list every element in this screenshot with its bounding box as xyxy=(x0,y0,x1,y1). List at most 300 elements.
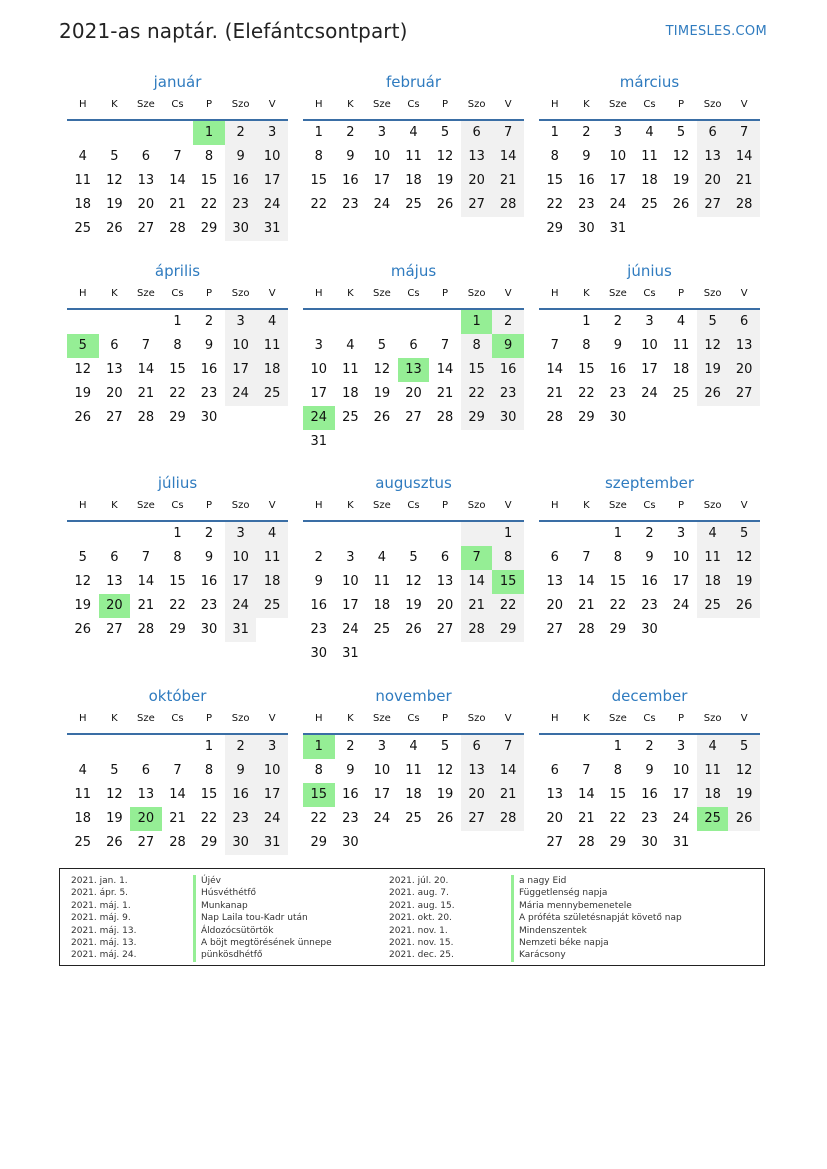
day-cell: 25 xyxy=(74,835,92,850)
empty-cell xyxy=(398,430,430,454)
empty-cell xyxy=(728,618,760,642)
weekday-label: Sze xyxy=(137,288,155,299)
weekday-label: Cs xyxy=(643,500,656,511)
weekday-header xyxy=(539,709,760,735)
day-cell: 14 xyxy=(461,570,493,594)
weekday-label: Sze xyxy=(609,713,627,724)
day-cell: 11 xyxy=(74,787,92,802)
week-row xyxy=(539,310,760,334)
week-row xyxy=(539,334,760,358)
week-row xyxy=(539,121,760,145)
empty-cell xyxy=(728,217,760,241)
day-cell: 7 xyxy=(173,763,182,778)
month-name: december xyxy=(611,687,688,705)
day-cell: 8 xyxy=(173,338,182,353)
week-row xyxy=(67,546,288,570)
day-cell: 13 xyxy=(546,574,564,589)
day-cell: 29 xyxy=(609,622,627,637)
day-cell: 25 xyxy=(373,622,391,637)
day-cell: 14 xyxy=(169,173,186,188)
day-cell: 24 xyxy=(303,406,335,430)
week-row xyxy=(67,310,288,334)
holiday-name: Húsvéthétfő xyxy=(201,888,256,899)
day-cell: 16 xyxy=(492,358,524,382)
day-cell: 9 xyxy=(204,550,214,565)
weekday-label: H xyxy=(79,288,87,299)
day-cell: 3 xyxy=(676,526,686,541)
day-cell: 9 xyxy=(225,759,257,783)
week-row xyxy=(67,217,288,241)
day-cell: 26 xyxy=(728,594,760,618)
holiday-column-right xyxy=(389,875,682,962)
empty-cell xyxy=(67,522,99,546)
day-cell: 2 xyxy=(582,125,591,140)
empty-cell xyxy=(366,522,398,546)
empty-cell xyxy=(492,831,524,855)
day-cell: 1 xyxy=(613,739,623,754)
week-row xyxy=(67,169,288,193)
day-cell: 15 xyxy=(310,173,328,188)
day-cell: 30 xyxy=(342,835,359,850)
day-cell: 20 xyxy=(461,783,493,807)
day-cell: 18 xyxy=(342,386,359,401)
empty-cell xyxy=(303,310,335,334)
day-cell: 22 xyxy=(310,197,328,212)
day-cell: 11 xyxy=(672,338,690,353)
month-name: április xyxy=(154,262,201,280)
holiday-date: 2021. máj. 1. xyxy=(71,900,131,911)
day-cell: 10 xyxy=(373,763,391,778)
week-row xyxy=(67,807,288,831)
day-cell: 1 xyxy=(461,310,493,334)
day-cell: 6 xyxy=(409,338,418,353)
day-cell: 10 xyxy=(256,145,288,169)
weekday-label: P xyxy=(442,99,449,110)
day-cell: 2 xyxy=(225,121,257,145)
day-cell: 30 xyxy=(200,410,218,425)
day-cell: 2 xyxy=(225,735,257,759)
day-cell: 7 xyxy=(440,338,450,353)
empty-cell xyxy=(429,642,461,666)
day-cell: 11 xyxy=(256,334,288,358)
day-cell: 31 xyxy=(672,835,690,850)
day-cell: 5 xyxy=(78,550,87,565)
day-cell: 11 xyxy=(256,546,288,570)
week-row xyxy=(303,406,524,430)
week-row xyxy=(303,759,524,783)
weekday-label: H xyxy=(551,288,559,299)
holiday-item xyxy=(389,949,682,961)
day-cell: 26 xyxy=(106,221,123,236)
day-cell: 10 xyxy=(609,149,627,164)
day-cell: 3 xyxy=(645,314,654,329)
day-cell: 3 xyxy=(256,735,288,759)
day-cell: 9 xyxy=(645,763,654,778)
day-cell: 14 xyxy=(578,574,595,589)
empty-cell xyxy=(225,406,257,430)
empty-cell xyxy=(130,522,162,546)
day-cell: 9 xyxy=(314,574,323,589)
weekday-label: K xyxy=(347,500,354,511)
day-cell: 6 xyxy=(141,763,151,778)
weekday-label: P xyxy=(206,500,213,511)
day-cell: 30 xyxy=(225,831,257,855)
day-cell: 7 xyxy=(141,338,151,353)
day-cell: 6 xyxy=(461,735,493,759)
day-cell: 7 xyxy=(173,149,182,164)
day-cell: 20 xyxy=(99,594,131,618)
day-cell: 22 xyxy=(200,811,218,826)
holiday-name: Függetlenség napja xyxy=(519,888,608,899)
month-block xyxy=(539,260,760,430)
holiday-name: Mária mennybemenetele xyxy=(519,900,632,911)
day-cell: 20 xyxy=(728,358,760,382)
day-cell: 28 xyxy=(461,618,493,642)
empty-cell xyxy=(366,310,398,334)
holiday-name: a nagy Eid xyxy=(519,876,567,886)
day-cell: 8 xyxy=(204,763,214,778)
weekday-header xyxy=(67,709,288,735)
day-cell: 23 xyxy=(200,598,218,613)
holiday-item xyxy=(389,875,682,887)
day-cell: 3 xyxy=(256,121,288,145)
weekday-label: V xyxy=(268,288,276,299)
empty-cell xyxy=(335,522,367,546)
week-row xyxy=(303,310,524,334)
day-cell: 16 xyxy=(200,362,218,377)
empty-cell xyxy=(665,406,697,430)
day-cell: 8 xyxy=(613,763,623,778)
weekday-label: K xyxy=(583,500,590,511)
day-cell: 18 xyxy=(697,570,729,594)
day-cell: 8 xyxy=(582,338,591,353)
weekday-label: Cs xyxy=(643,288,656,299)
day-cell: 18 xyxy=(256,570,288,594)
empty-cell xyxy=(461,522,493,546)
empty-cell xyxy=(492,642,524,666)
day-cell: 13 xyxy=(461,145,493,169)
day-cell: 21 xyxy=(578,598,595,613)
week-row xyxy=(303,570,524,594)
day-cell: 27 xyxy=(461,807,493,831)
day-cell: 14 xyxy=(546,362,564,377)
empty-cell xyxy=(99,735,131,759)
day-cell: 21 xyxy=(169,811,186,826)
day-cell: 3 xyxy=(377,739,387,754)
month-name: november xyxy=(375,687,452,705)
weekday-label: H xyxy=(79,500,87,511)
day-cell: 11 xyxy=(342,362,359,377)
empty-cell xyxy=(162,121,194,145)
day-cell: 8 xyxy=(314,763,323,778)
holiday-list xyxy=(59,868,765,966)
empty-cell xyxy=(366,430,398,454)
day-cell: 25 xyxy=(641,197,658,212)
day-cell: 24 xyxy=(342,622,359,637)
day-cell: 7 xyxy=(550,338,559,353)
day-cell: 19 xyxy=(728,570,760,594)
day-cell: 16 xyxy=(342,173,359,188)
holiday-name: Mindenszentek xyxy=(519,925,587,936)
month-block xyxy=(67,472,288,642)
week-row xyxy=(539,618,760,642)
day-cell: 29 xyxy=(169,622,186,637)
day-cell: 4 xyxy=(697,522,729,546)
empty-cell xyxy=(256,618,288,642)
day-cell: 30 xyxy=(609,410,627,425)
weekday-label: P xyxy=(678,99,685,110)
day-cell: 10 xyxy=(672,550,690,565)
day-cell: 2 xyxy=(346,739,355,754)
day-cell: 22 xyxy=(609,598,627,613)
day-cell: 29 xyxy=(169,410,186,425)
holiday-date: 2021. ápr. 5. xyxy=(71,888,129,899)
week-row xyxy=(303,831,524,855)
weekday-label: V xyxy=(504,713,512,724)
week-row xyxy=(303,193,524,217)
week-row xyxy=(303,169,524,193)
holiday-item xyxy=(389,900,682,912)
weekday-label: H xyxy=(551,713,559,724)
empty-cell xyxy=(492,430,524,454)
holiday-date: 2021. aug. 15. xyxy=(389,900,455,911)
day-cell: 16 xyxy=(342,787,359,802)
empty-cell xyxy=(634,406,666,430)
day-cell: 10 xyxy=(641,338,658,353)
week-row xyxy=(539,358,760,382)
empty-cell xyxy=(67,310,99,334)
day-cell: 12 xyxy=(74,574,92,589)
holiday-item xyxy=(71,900,332,912)
weekday-label: Szo xyxy=(231,99,250,110)
day-cell: 5 xyxy=(728,522,760,546)
day-cell: 28 xyxy=(169,221,186,236)
day-cell: 4 xyxy=(697,735,729,759)
day-cell: 4 xyxy=(645,125,654,140)
weekday-header xyxy=(67,95,288,121)
weekday-label: Szo xyxy=(467,99,486,110)
weekday-label: K xyxy=(111,288,118,299)
empty-cell xyxy=(366,831,398,855)
day-cell: 19 xyxy=(697,358,729,382)
empty-cell xyxy=(162,735,194,759)
empty-cell xyxy=(429,310,461,334)
day-cell: 24 xyxy=(373,811,391,826)
week-row xyxy=(539,759,760,783)
empty-cell xyxy=(130,735,162,759)
weekday-label: P xyxy=(206,713,213,724)
weekday-header xyxy=(303,95,524,121)
day-cell: 13 xyxy=(728,334,760,358)
day-cell: 5 xyxy=(440,125,450,140)
day-cell: 12 xyxy=(106,787,123,802)
day-cell: 16 xyxy=(641,574,658,589)
empty-cell xyxy=(366,642,398,666)
day-cell: 29 xyxy=(609,835,627,850)
weekday-label: P xyxy=(678,713,685,724)
day-cell: 16 xyxy=(578,173,595,188)
day-cell: 8 xyxy=(550,149,559,164)
day-cell: 27 xyxy=(436,622,454,637)
day-cell: 17 xyxy=(641,362,658,377)
day-cell: 11 xyxy=(373,574,391,589)
day-cell: 2 xyxy=(492,310,524,334)
day-cell: 20 xyxy=(461,169,493,193)
holiday-item xyxy=(71,875,332,887)
day-cell: 27 xyxy=(106,622,123,637)
day-cell: 22 xyxy=(546,197,564,212)
day-cell: 14 xyxy=(137,574,155,589)
day-cell: 18 xyxy=(405,787,422,802)
day-cell: 19 xyxy=(436,787,454,802)
day-cell: 27 xyxy=(137,221,155,236)
month-name: január xyxy=(153,73,202,91)
week-row xyxy=(539,193,760,217)
empty-cell xyxy=(539,522,571,546)
day-cell: 9 xyxy=(492,334,524,358)
day-cell: 15 xyxy=(461,358,493,382)
weekday-header xyxy=(539,284,760,310)
day-cell: 19 xyxy=(436,173,454,188)
day-cell: 16 xyxy=(225,783,257,807)
weekday-label: P xyxy=(678,500,685,511)
day-cell: 28 xyxy=(169,835,186,850)
weekday-label: Sze xyxy=(609,500,627,511)
day-cell: 6 xyxy=(550,763,559,778)
day-cell: 27 xyxy=(137,835,155,850)
day-cell: 28 xyxy=(492,807,524,831)
day-cell: 9 xyxy=(582,149,591,164)
weekday-label: Szo xyxy=(703,288,722,299)
day-cell: 11 xyxy=(697,759,729,783)
day-cell: 22 xyxy=(461,382,493,406)
weekday-label: Cs xyxy=(171,713,184,724)
day-cell: 10 xyxy=(373,149,391,164)
day-cell: 24 xyxy=(256,193,288,217)
holiday-marker xyxy=(511,887,514,899)
day-cell: 27 xyxy=(546,622,564,637)
day-cell: 15 xyxy=(578,362,595,377)
day-cell: 4 xyxy=(377,550,387,565)
brand-link[interactable]: TIMESLES.COM xyxy=(665,24,767,39)
day-cell: 4 xyxy=(256,522,288,546)
day-cell: 17 xyxy=(342,598,359,613)
day-cell: 3 xyxy=(676,739,686,754)
day-cell: 9 xyxy=(204,338,214,353)
day-cell: 15 xyxy=(546,173,564,188)
empty-cell xyxy=(398,831,430,855)
weekday-label: Sze xyxy=(373,500,391,511)
weekday-label: Cs xyxy=(643,713,656,724)
day-cell: 5 xyxy=(409,550,418,565)
day-cell: 28 xyxy=(137,622,155,637)
day-cell: 24 xyxy=(672,811,690,826)
day-cell: 6 xyxy=(141,149,151,164)
day-cell: 20 xyxy=(106,386,123,401)
day-cell: 13 xyxy=(436,574,454,589)
week-row xyxy=(67,121,288,145)
day-cell: 27 xyxy=(106,410,123,425)
day-cell: 24 xyxy=(373,197,391,212)
week-row xyxy=(303,430,524,454)
weekday-label: V xyxy=(740,500,748,511)
empty-cell xyxy=(461,831,493,855)
week-row xyxy=(67,145,288,169)
month-block xyxy=(539,71,760,241)
day-cell: 16 xyxy=(200,574,218,589)
day-cell: 1 xyxy=(303,735,335,759)
weekday-label: Sze xyxy=(609,288,627,299)
holiday-name: Áldozócsütörtök xyxy=(201,925,274,936)
holiday-date: 2021. nov. 1. xyxy=(389,925,448,936)
day-cell: 7 xyxy=(141,550,151,565)
week-row xyxy=(303,358,524,382)
holiday-marker xyxy=(193,912,196,924)
empty-cell xyxy=(335,430,367,454)
weekday-label: K xyxy=(583,288,590,299)
day-cell: 6 xyxy=(110,338,119,353)
month-block xyxy=(303,71,524,217)
day-cell: 1 xyxy=(550,125,559,140)
day-cell: 10 xyxy=(225,334,257,358)
day-cell: 11 xyxy=(74,173,92,188)
empty-cell xyxy=(571,735,603,759)
day-cell: 3 xyxy=(314,338,323,353)
week-row xyxy=(303,121,524,145)
day-cell: 8 xyxy=(613,550,623,565)
day-cell: 12 xyxy=(672,149,690,164)
day-cell: 25 xyxy=(697,807,729,831)
week-row xyxy=(67,382,288,406)
day-cell: 24 xyxy=(672,598,690,613)
weekday-label: Szo xyxy=(703,713,722,724)
holiday-item xyxy=(389,925,682,937)
day-cell: 10 xyxy=(342,574,359,589)
day-cell: 23 xyxy=(225,193,257,217)
holiday-date: 2021. jan. 1. xyxy=(71,876,128,886)
day-cell: 15 xyxy=(169,574,186,589)
holiday-date: 2021. nov. 15. xyxy=(389,937,454,948)
day-cell: 5 xyxy=(728,735,760,759)
day-cell: 20 xyxy=(546,598,564,613)
day-cell: 23 xyxy=(200,386,218,401)
day-cell: 11 xyxy=(697,546,729,570)
day-cell: 21 xyxy=(169,197,186,212)
weekday-header xyxy=(303,496,524,522)
week-row xyxy=(303,334,524,358)
day-cell: 24 xyxy=(256,807,288,831)
empty-cell xyxy=(634,217,666,241)
day-cell: 7 xyxy=(728,121,760,145)
weekday-label: Szo xyxy=(231,713,250,724)
day-cell: 28 xyxy=(436,410,454,425)
day-cell: 3 xyxy=(613,125,623,140)
day-cell: 14 xyxy=(137,362,155,377)
week-row xyxy=(539,522,760,546)
day-cell: 1 xyxy=(613,526,623,541)
weekday-header xyxy=(67,496,288,522)
day-cell: 15 xyxy=(200,787,218,802)
day-cell: 25 xyxy=(342,410,359,425)
day-cell: 16 xyxy=(641,787,658,802)
weekday-label: Cs xyxy=(407,713,420,724)
week-row xyxy=(303,618,524,642)
weekday-label: Sze xyxy=(373,288,391,299)
day-cell: 25 xyxy=(672,386,690,401)
day-cell: 17 xyxy=(672,574,690,589)
holiday-name: A próféta születésnapját követő nap xyxy=(519,913,682,924)
holiday-name: Nemzeti béke napja xyxy=(519,937,609,948)
